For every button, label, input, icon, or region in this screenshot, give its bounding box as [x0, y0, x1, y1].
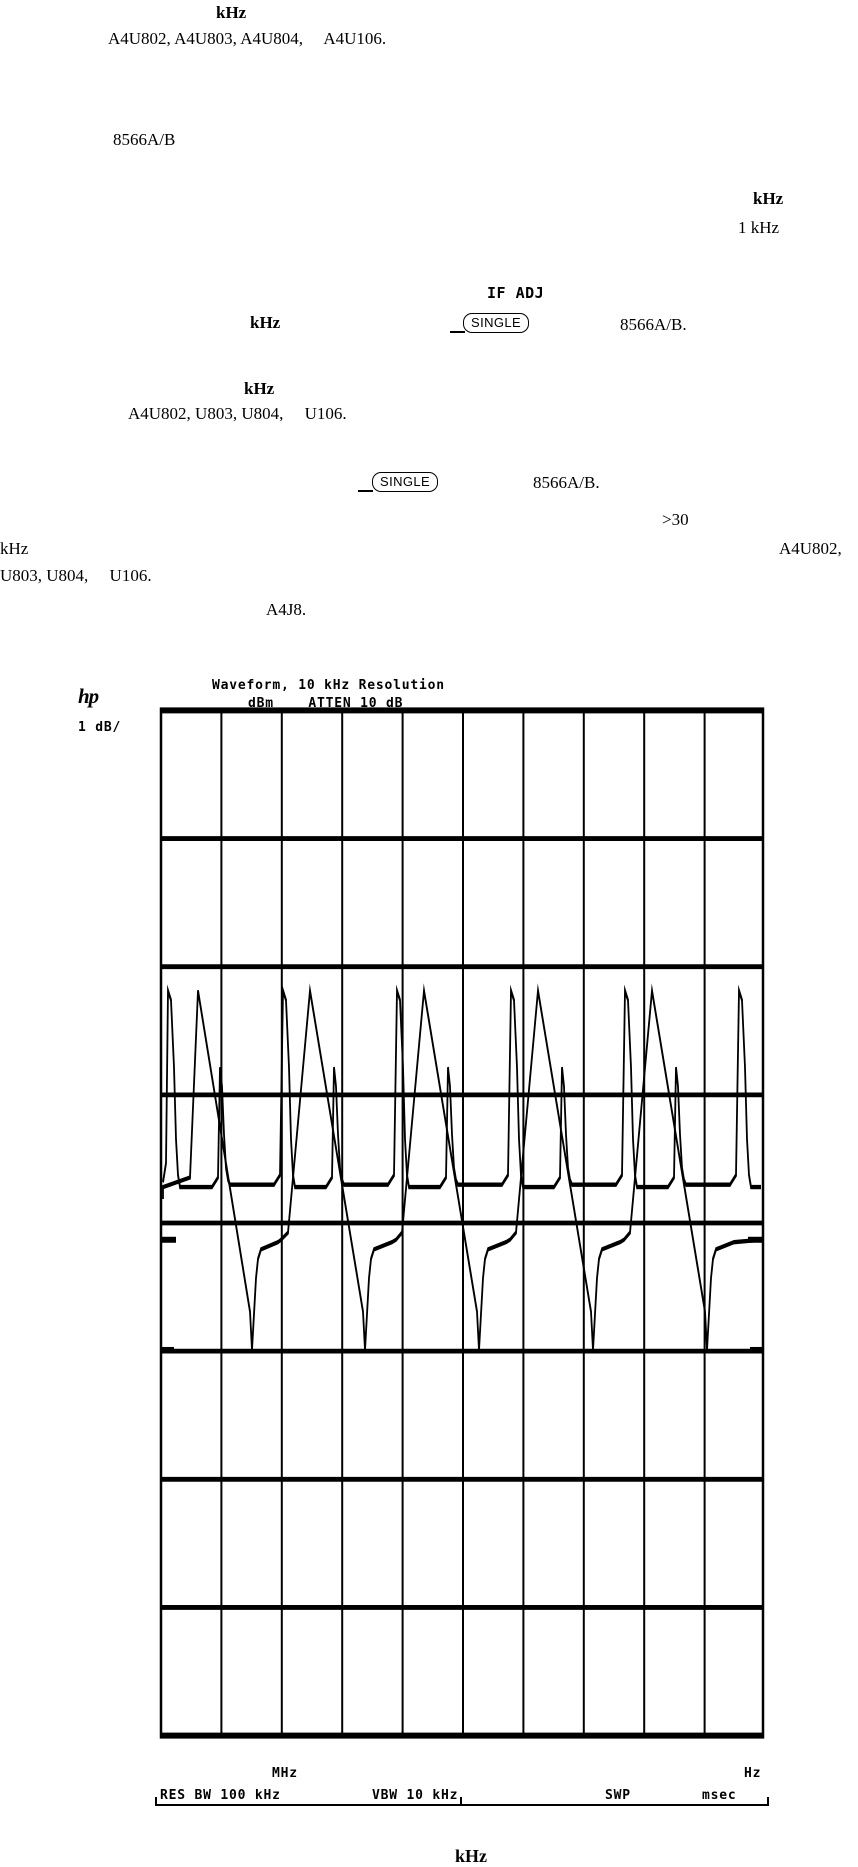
text-line-l6: IF ADJ	[487, 284, 545, 302]
text-line-l8: 8566A/B.	[620, 315, 687, 334]
single-key-button[interactable]: SINGLE	[372, 472, 438, 492]
x-axis-line	[155, 1804, 769, 1806]
msec-label: msec	[702, 1788, 737, 1803]
axis-unit-mhz: MHz	[272, 1766, 298, 1781]
figure-spectrum-analyzer-display	[0, 660, 858, 1866]
hp-logo: hp	[78, 684, 99, 708]
x-axis-tick-center	[460, 1797, 462, 1806]
text-line-l3: 8566A/B	[113, 130, 176, 149]
text-line-l12: >30	[662, 510, 689, 529]
text-line-l14: A4U802,	[779, 539, 842, 558]
figure-title: Waveform, 10 kHz Resolution	[212, 678, 445, 693]
text-line-l13: kHz	[0, 539, 29, 558]
vbw-label: VBW 10 kHz	[372, 1788, 459, 1803]
figure-subtitle: dBm ATTEN 10 dB	[248, 696, 404, 711]
text-line-l7: kHz	[250, 313, 281, 332]
text-line-l10: A4U802, U803, U804, U106.	[128, 404, 347, 423]
vertical-scale-label: 1 dB/	[78, 720, 122, 735]
text-line-l11: 8566A/B.	[533, 473, 600, 492]
x-axis-tick-left	[155, 1797, 157, 1806]
text-line-l1: kHz	[216, 3, 247, 22]
text-line-l4: kHz	[753, 189, 784, 208]
single-key-button[interactable]: SINGLE	[463, 313, 529, 333]
axis-unit-hz: Hz	[744, 1766, 762, 1781]
figure-xlabel-khz: kHz	[455, 1846, 488, 1866]
key-underline	[358, 490, 373, 492]
text-line-l5: 1 kHz	[738, 218, 780, 237]
text-line-l2: A4U802, A4U803, A4U804, A4U106.	[108, 29, 387, 48]
swp-label: SWP	[605, 1788, 631, 1803]
key-underline	[450, 331, 465, 333]
res-bw-label: RES BW 100 kHz	[160, 1788, 281, 1803]
graticule-plot-area	[160, 708, 764, 1738]
x-axis-tick-right	[767, 1797, 769, 1806]
text-line-l9: kHz	[244, 379, 275, 398]
text-line-l16: A4J8.	[266, 600, 307, 619]
text-line-l15: U803, U804, U106.	[0, 566, 152, 585]
